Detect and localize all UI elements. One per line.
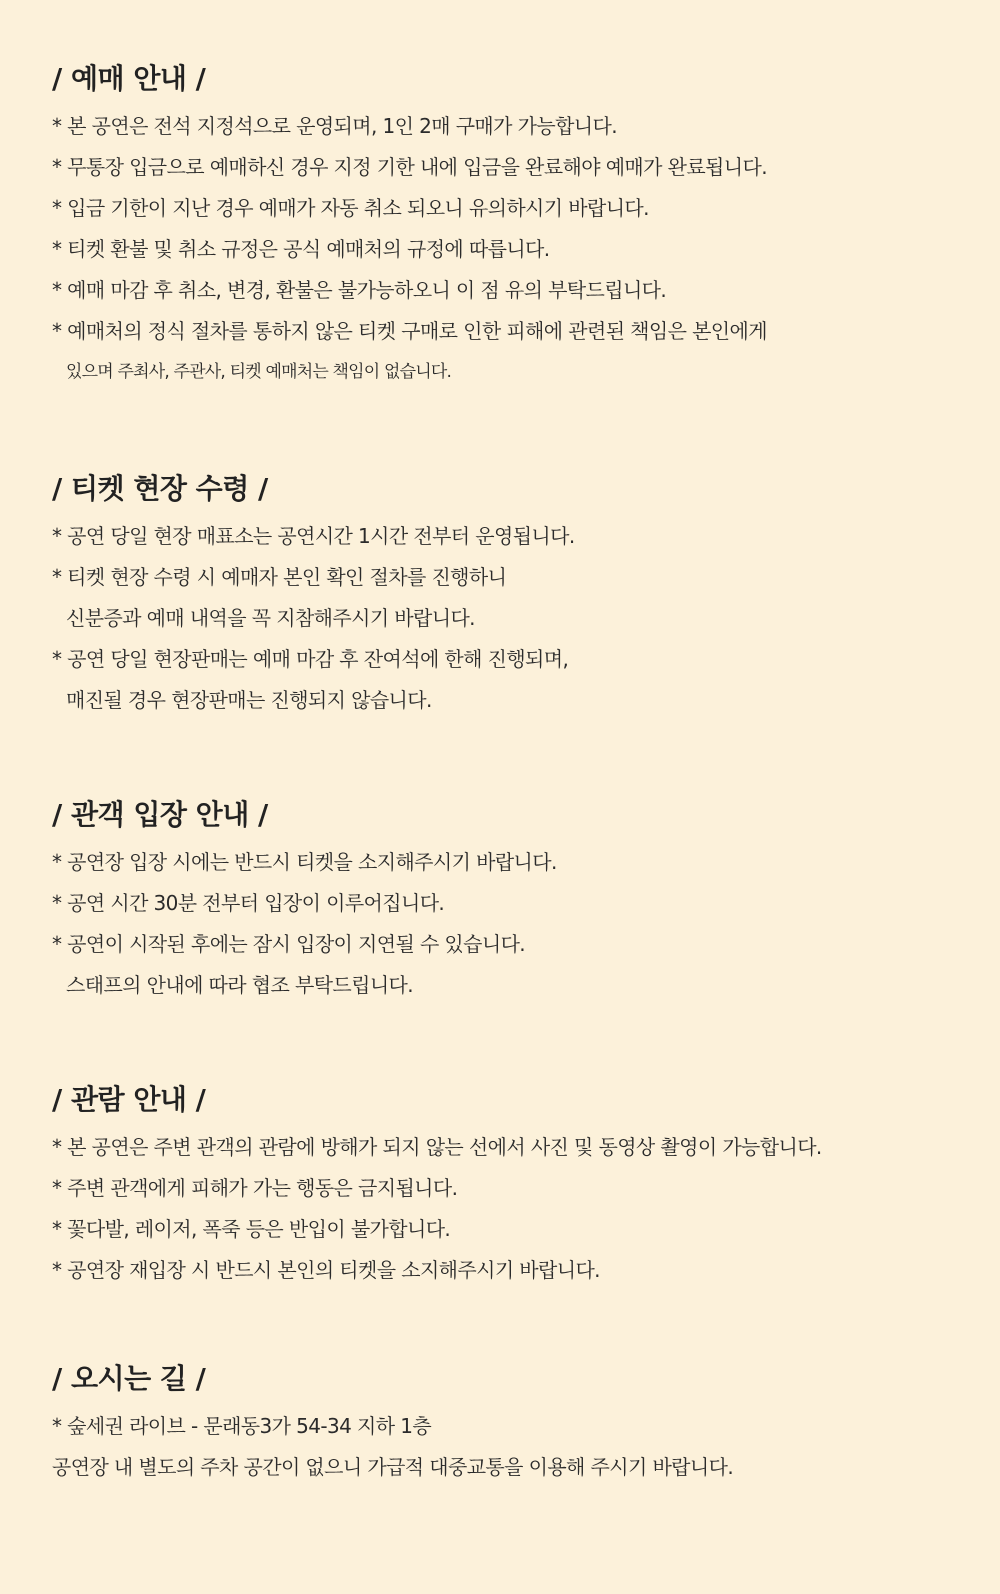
viewing-line-1: * 본 공연은 주변 관객의 관람에 방해가 되지 않는 선에서 사진 및 동영상 촬영이 가능합니다. xyxy=(52,1135,822,1159)
directions-section xyxy=(52,1362,972,1488)
viewing-line-3: * 꽃다발, 레이저, 폭죽 등은 반입이 불가합니다. xyxy=(52,1217,451,1241)
entry-line-3: * 공연이 시작된 후에는 잠시 입장이 지연될 수 있습니다. xyxy=(52,932,526,956)
booking-line-3: * 입금 기한이 지난 경우 예매가 자동 취소 되오니 유의하시기 바랍니다. xyxy=(52,196,649,220)
pickup-line-4: * 공연 당일 현장판매는 예매 마감 후 잔여석에 한해 진행되며, xyxy=(52,647,569,671)
booking-info-title: / 예매 안내 / xyxy=(52,62,206,95)
booking-line-2: * 무통장 입금으로 예매하신 경우 지정 기한 내에 입금을 완료해야 예매가 완료됩니다. xyxy=(52,155,767,179)
entry-line-1: * 공연장 입장 시에는 반드시 티켓을 소지해주시기 바랍니다. xyxy=(52,850,557,874)
directions-line-1: * 숲세권 라이브 - 문래동3가 54-34 지하 1층 xyxy=(52,1414,432,1438)
ticket-pickup-title: / 티켓 현장 수령 / xyxy=(52,472,268,505)
pickup-line-1: * 공연 당일 현장 매표소는 공연시간 1시간 전부터 운영됩니다. xyxy=(52,524,575,548)
viewing-line-4: * 공연장 재입장 시 반드시 본인의 티켓을 소지해주시기 바랍니다. xyxy=(52,1258,600,1282)
audience-entry-section xyxy=(52,798,972,1006)
booking-line-5: * 예매 마감 후 취소, 변경, 환불은 불가능하오니 이 점 유의 부탁드립니다. xyxy=(52,278,667,302)
pickup-line-5: 매진될 경우 현장판매는 진행되지 않습니다. xyxy=(66,688,432,712)
booking-info-section xyxy=(52,62,972,393)
booking-line-1: * 본 공연은 전석 지정석으로 운영되며, 1인 2매 구매가 가능합니다. xyxy=(52,114,617,138)
entry-line-2: * 공연 시간 30분 전부터 입장이 이루어집니다. xyxy=(52,891,445,915)
booking-line-7: 있으며 주최사, 주관사, 티켓 예매처는 책임이 없습니다. xyxy=(66,362,452,382)
directions-line-2: 공연장 내 별도의 주차 공간이 없으니 가급적 대중교통을 이용해 주시기 바랍니다. xyxy=(52,1455,734,1479)
pickup-line-2: * 티켓 현장 수령 시 예매자 본인 확인 절차를 진행하니 xyxy=(52,565,507,589)
booking-line-6: * 예매처의 정식 절차를 통하지 않은 티켓 구매로 인한 피해에 관련된 책임은 본인에게 xyxy=(52,319,767,343)
ticket-pickup-section xyxy=(52,472,972,721)
viewing-info-section xyxy=(52,1083,972,1291)
directions-title: / 오시는 길 / xyxy=(52,1362,206,1395)
audience-entry-title: / 관객 입장 안내 / xyxy=(52,798,268,831)
entry-line-4: 스태프의 안내에 따라 협조 부탁드립니다. xyxy=(66,973,414,997)
booking-line-4: * 티켓 환불 및 취소 규정은 공식 예매처의 규정에 따릅니다. xyxy=(52,237,550,261)
viewing-info-title: / 관람 안내 / xyxy=(52,1083,206,1116)
pickup-line-3: 신분증과 예매 내역을 꼭 지참해주시기 바랍니다. xyxy=(66,606,475,630)
viewing-line-2: * 주변 관객에게 피해가 가는 행동은 금지됩니다. xyxy=(52,1176,458,1200)
